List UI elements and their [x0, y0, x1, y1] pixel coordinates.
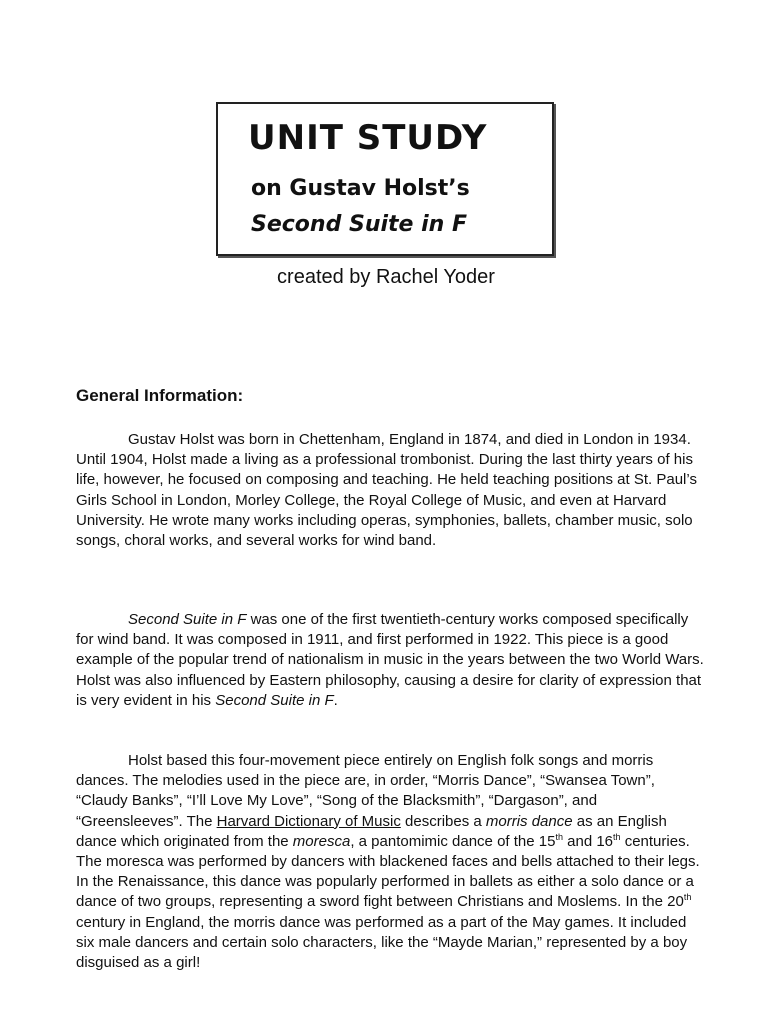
paragraph-3-part-e: and 16: [562, 832, 614, 850]
paragraph-2-text: [76, 610, 706, 711]
work-title-italic: Second Suite in F: [128, 611, 247, 628]
term-moresca: moresca: [292, 832, 351, 850]
paragraph-3-part-c: as an English dance which originated from the: [76, 812, 667, 850]
document-title: UNIT STUDY: [248, 118, 488, 158]
title-box: [216, 102, 554, 256]
paragraph-3-part-f: centuries. The moresca was performed by dancers with blackened faces and bells attached to their legs. In the Renaissance, this dance was popularly performed in ballets as either a solo dance or a dance of two groups, representing a sword fight between Christians and Moslems. In the 20: [76, 832, 700, 911]
section-heading: General Information:: [76, 386, 244, 405]
ordinal-suffix: th: [613, 831, 621, 842]
paragraph-3: [76, 751, 706, 973]
paragraph-3-part-d: , a pantomimic dance of the 15: [350, 832, 556, 850]
paragraph-3-text: [76, 751, 706, 973]
paragraph-1-text: Gustav Holst was born in Chettenham, England in 1874, and died in London in 1934. Until 1904, Holst made a living as a professional trombonist. During the last thirty years of his life, however, he focused on composing and teaching. He held teaching positions at St. Paul’s Girls School in London, Morley College, the Royal College of Music, and even at Harvard University. He wrote many works including operas, symphonies, ballets, chamber music, solo songs, choral works, and several works for wind band.: [76, 431, 697, 550]
work-title: Second Suite in F: [251, 212, 468, 237]
paragraph-3-part-g: century in England, the morris dance was performed as a part of the May games. It included six male dancers and certain solo characters, like the “Mayde Marian,” represented by a boy disguised as a girl!: [76, 913, 688, 972]
ordinal-suffix: th: [683, 892, 692, 903]
paragraph-2: [76, 610, 706, 711]
term-morris-dance: morris dance: [485, 812, 573, 830]
book-title: Harvard Dictionary of Music: [216, 812, 401, 830]
document-subtitle: on Gustav Holst’s: [251, 176, 470, 201]
paragraph-2-body: was one of the first twentieth-century works composed specifically for wind band. It was composed in 1911, and first performed in 1922. This piece is a good example of the popular trend of nationalism in music in the years between the two World Wars. Holst was also influenced by Eastern philosophy, causing a desire for clarity of expression that is very evident in his: [76, 611, 704, 709]
paragraph-3-part-b: describes a: [400, 812, 486, 830]
ordinal-suffix: th: [555, 831, 563, 842]
paragraph-3-part-a: Holst based this four-movement piece entirely on English folk songs and morris dances. The melodies used in the piece are, in order, “Morris Dance”, “Swansea Town”, “Claudy Banks”, “I’ll Love My Love”, “Song of the Blacksmith”, “Dargason”, and “Greensleeves”. The: [76, 752, 655, 830]
paragraph-1: [76, 430, 706, 551]
work-title-italic-end: Second Suite in F: [215, 691, 334, 709]
paragraph-2-period: .: [333, 691, 338, 709]
author-byline: created by Rachel Yoder: [277, 266, 495, 288]
